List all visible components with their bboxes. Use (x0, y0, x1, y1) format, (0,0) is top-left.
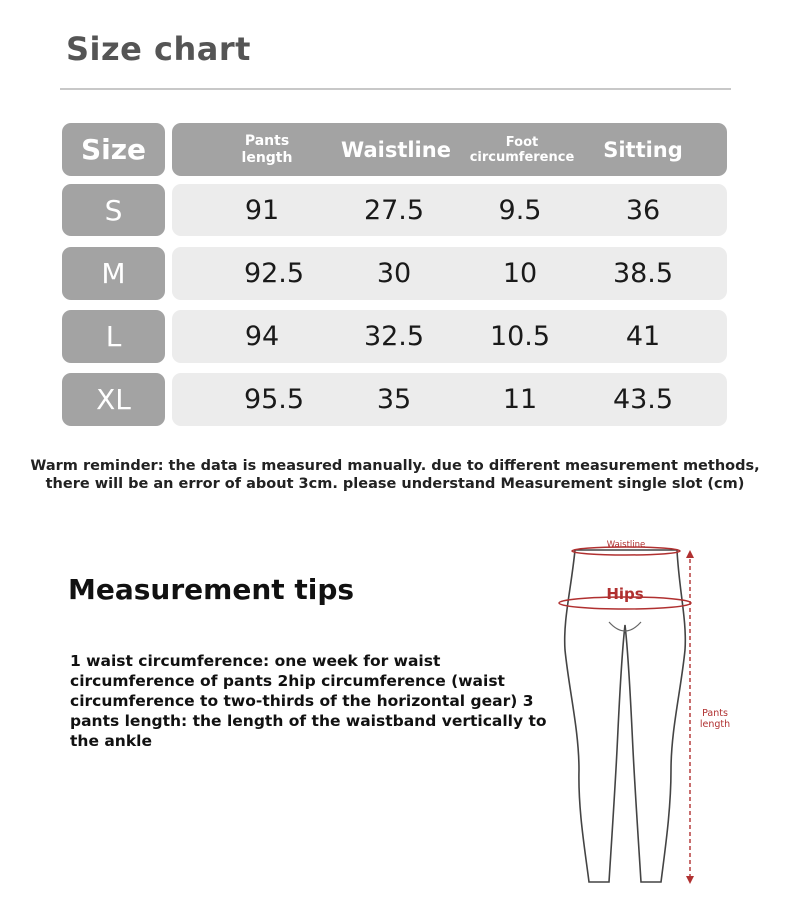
cell-foot-circumference: 10.5 (489, 321, 551, 352)
size-cell-xl: XL (62, 373, 165, 426)
cell-foot-circumference: 10 (502, 258, 538, 289)
hips-label: Hips (606, 585, 644, 603)
tips-body: 1 waist circumference: one week for waist circumference of pants 2hip circumference (waist circumference to two-thirds of the horizontal gear) 3 pants length: the length of the waistband vertically to the ankle (70, 652, 547, 750)
cell-sitting: 43.5 (612, 384, 674, 415)
cell-pants-length: 92.5 (243, 258, 305, 289)
table-header-row (172, 123, 727, 176)
title-divider (60, 88, 731, 90)
header-waistline: Waistline (341, 137, 451, 162)
size-header-cell (62, 123, 165, 176)
table-row (172, 373, 727, 426)
pants-length-label-1: Pants (702, 708, 728, 719)
header-sitting: Sitting (603, 137, 683, 162)
table-row (172, 247, 727, 300)
arrow-up-icon (686, 550, 694, 558)
cell-pants-length: 91 (244, 194, 280, 226)
cell-waistline: 30 (376, 258, 412, 289)
page-title: Size chart (66, 30, 251, 68)
cell-foot-circumference: 11 (502, 384, 538, 415)
pants-length-label-2: length (699, 719, 731, 730)
cell-waistline: 32.5 (363, 321, 425, 352)
table-row (172, 184, 727, 236)
cell-waistline: 35 (376, 384, 412, 415)
cell-sitting: 36 (625, 194, 661, 226)
cell-pants-length: 95.5 (243, 384, 305, 415)
leggings-diagram (545, 530, 745, 890)
cell-sitting: 38.5 (612, 258, 674, 289)
cell-waistline: 27.5 (363, 194, 425, 226)
cell-foot-circumference: 9.5 (498, 194, 542, 226)
table-row (172, 310, 727, 363)
size-cell-m: M (62, 247, 165, 300)
size-cell-s: S (62, 184, 165, 236)
header-foot-circumference: Foot circumference (469, 134, 575, 165)
cell-pants-length: 94 (244, 321, 280, 352)
cell-sitting: 41 (625, 321, 661, 352)
warm-reminder: Warm reminder: the data is measured manually. due to different measurement methods, there will be an error of about 3cm. please understand Measurement single slot (cm) (30, 458, 760, 492)
tips-title: Measurement tips (68, 573, 355, 606)
size-cell-l: L (62, 310, 165, 363)
size-header-label: Size (80, 133, 147, 166)
waistline-label: Waistline (606, 540, 646, 550)
arrow-down-icon (686, 876, 694, 884)
header-pants-length: Pants length (241, 132, 293, 166)
